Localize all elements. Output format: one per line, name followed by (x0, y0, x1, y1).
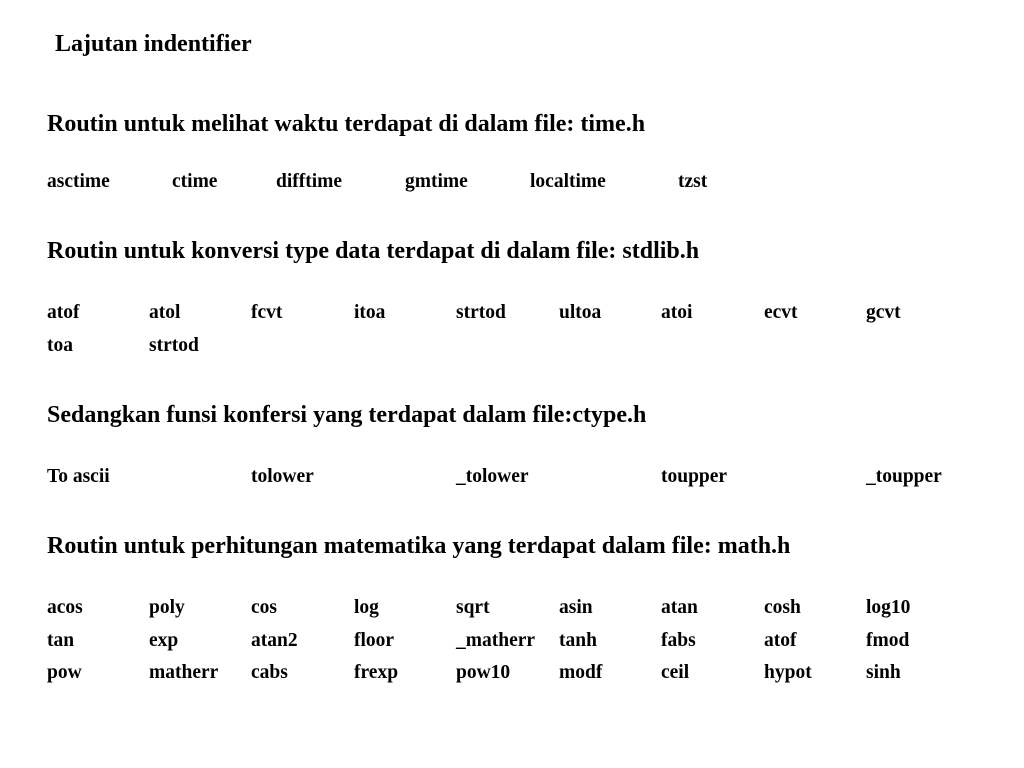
list-item: ceil (661, 662, 690, 683)
list-item: atoi (661, 302, 693, 323)
list-item: pow (47, 662, 82, 683)
list-item: sqrt (456, 597, 490, 618)
list-item: matherr (149, 662, 219, 683)
list-item: cosh (764, 597, 801, 618)
list-item: atol (149, 302, 181, 323)
list-item: atof (764, 630, 797, 651)
list-item: gcvt (866, 302, 901, 323)
list-item: tolower (251, 466, 314, 487)
list-math-row-3 (0, 662, 1024, 688)
list-item: ultoa (559, 302, 602, 323)
list-item: fabs (661, 630, 696, 651)
heading-ctype-h: Sedangkan funsi konfersi yang terdapat dalam file:ctype.h (47, 402, 647, 428)
list-item: toa (47, 335, 73, 356)
list-item: frexp (354, 662, 399, 683)
list-item: sinh (866, 662, 901, 683)
list-time-functions (0, 171, 1024, 197)
list-item: localtime (530, 171, 606, 192)
list-item: itoa (354, 302, 386, 323)
list-item: cabs (251, 662, 288, 683)
list-item: log (354, 597, 379, 618)
list-item: _matherr (456, 630, 536, 651)
list-item: strtod (149, 335, 199, 356)
list-item: tzst (678, 171, 708, 192)
list-item: _tolower (456, 466, 529, 487)
list-item: pow10 (456, 662, 511, 683)
list-item: To ascii (47, 466, 110, 487)
list-item: gmtime (405, 171, 468, 192)
list-item: fmod (866, 630, 910, 651)
list-item: atan2 (251, 630, 298, 651)
list-item: cos (251, 597, 277, 618)
list-item: toupper (661, 466, 728, 487)
list-item: asctime (47, 171, 110, 192)
list-stdlib-row-2 (0, 335, 1024, 361)
list-item: log10 (866, 597, 911, 618)
list-item: tan (47, 630, 75, 651)
list-item: ecvt (764, 302, 798, 323)
list-item: atof (47, 302, 80, 323)
heading-time-h: Routin untuk melihat waktu terdapat di dalam file: time.h (47, 111, 646, 137)
list-item: tanh (559, 630, 597, 651)
list-item: fcvt (251, 302, 283, 323)
list-item: atan (661, 597, 698, 618)
list-math-row-2 (0, 630, 1024, 656)
list-item: exp (149, 630, 179, 651)
list-item: modf (559, 662, 603, 683)
list-item: asin (559, 597, 593, 618)
list-item: acos (47, 597, 83, 618)
list-item: poly (149, 597, 185, 618)
list-item: strtod (456, 302, 506, 323)
heading-math-h: Routin untuk perhitungan matematika yang terdapat dalam file: math.h (47, 533, 791, 559)
list-item: floor (354, 630, 395, 651)
heading-stdlib-h: Routin untuk konversi type data terdapat di dalam file: stdlib.h (47, 238, 700, 264)
list-item: ctime (172, 171, 218, 192)
page-title: Lajutan indentifier (55, 31, 252, 57)
list-item: hypot (764, 662, 812, 683)
list-stdlib-row-1 (0, 302, 1024, 328)
list-item: difftime (276, 171, 343, 192)
list-ctype-functions (0, 466, 1024, 492)
list-math-row-1 (0, 597, 1024, 623)
list-item: _toupper (866, 466, 942, 487)
